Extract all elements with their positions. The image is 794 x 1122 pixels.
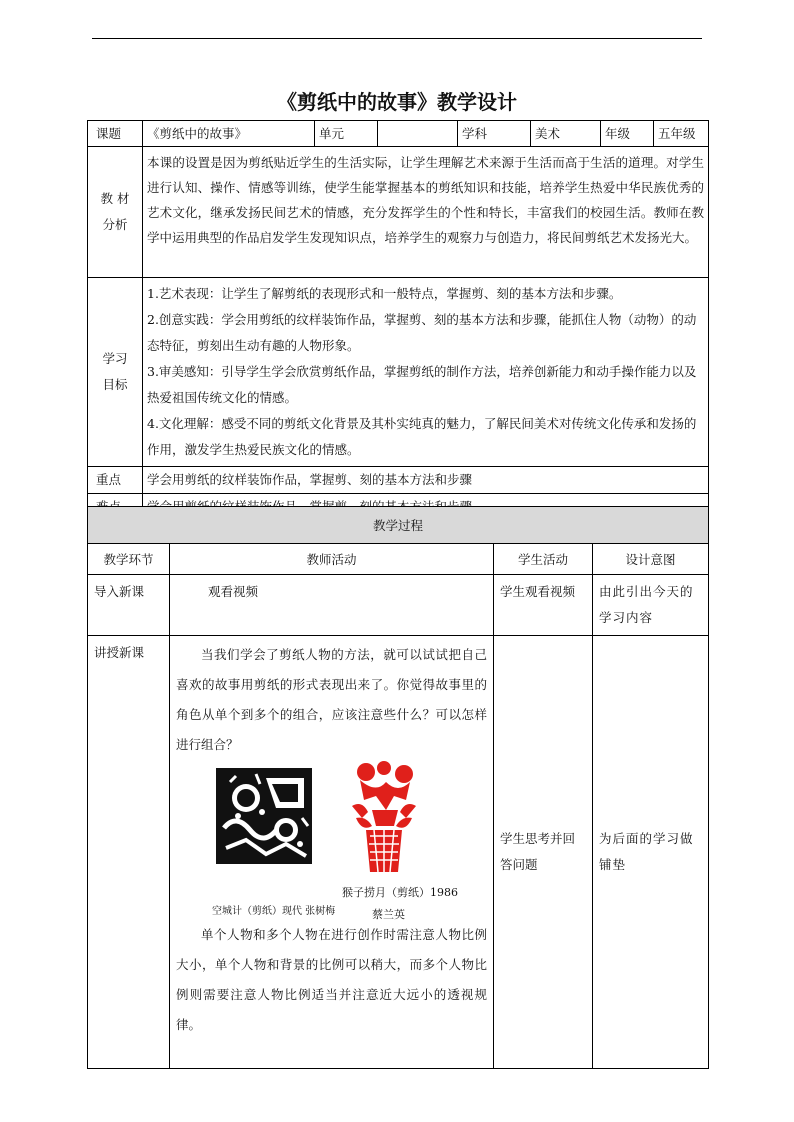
- caption-monkeys-moon-artist: 蔡兰英: [372, 908, 405, 921]
- info-header-row: [88, 121, 709, 147]
- key-point-label: 重点: [88, 467, 143, 494]
- unit-value: [378, 121, 458, 147]
- lecture-paragraph-2: 单个人物和多个人物在进行创作时需注意人物比例大小，单个人物和背景的比例可以稍大，而多个人物比例则需要注意人物比例适当并注意近大远小的透视规律。: [176, 927, 487, 1032]
- subject-label: 学科: [458, 121, 531, 147]
- col-header-intent: 设计意图: [593, 544, 709, 575]
- papercut-empty-fort-image: [216, 768, 312, 864]
- topic-value: 《剪纸中的故事》: [143, 121, 315, 147]
- subject-value: 美术: [531, 121, 601, 147]
- caption-monkeys-moon: 猴子捞月（剪纸）1986: [342, 886, 458, 899]
- unit-label: 单元: [315, 121, 378, 147]
- goal-item: 4.文化理解：感受不同的剪纸文化背景及其朴实纯真的魅力，了解民间美术对传统文化传承和发扬的作用，激发学生热爱民族文化的情感。: [147, 416, 697, 457]
- analysis-label: 教 材 分析: [88, 147, 143, 278]
- process-band-row: [88, 507, 709, 544]
- analysis-row: [88, 147, 709, 278]
- intro-teacher: 观看视频: [170, 575, 494, 636]
- goal-item: 2.创意实践：学会用剪纸的纹样装饰作品，掌握剪、刻的基本方法和步骤，能抓住人物（动物）的动态特征，剪刻出生动有趣的人物形象。: [147, 312, 697, 353]
- grade-label: 年级: [601, 121, 654, 147]
- caption-empty-fort: 空城计（剪纸）现代 张树梅: [212, 906, 336, 917]
- goal-item: 3.审美感知：引导学生学会欣赏剪纸作品，掌握剪纸的制作方法，培养创新能力和动手操作能力以及热爱祖国传统文化的情感。: [147, 364, 697, 405]
- lecture-stage: 讲授新课: [88, 636, 170, 1069]
- analysis-text: 本课的设置是因为剪纸贴近学生的生活实际，让学生理解艺术来源于生活而高于生活的道理。对学生进行认知、操作、情感等训练，使学生能掌握基本的剪纸知识和技能，培养学生热爱中华民族优秀的艺术文化，继承发扬民间艺术的情感，充分发挥学生的个性和特长，丰富我们的校园生活。教师在教学中运用典型的作品启发学生发现知识点，培养学生的观察力与创造力，将民间剪纸艺术发扬光大。: [143, 147, 709, 278]
- intro-student: 学生观看视频: [494, 575, 593, 636]
- lecture-row: [88, 636, 709, 1069]
- goals-label: 学习 目标: [88, 278, 143, 467]
- document-title: 《剪纸中的故事》教学设计: [277, 90, 517, 114]
- header-rule: [92, 38, 702, 39]
- lecture-intent: 为后面的学习做铺垫: [593, 636, 709, 1069]
- topic-label: 课题: [88, 121, 143, 147]
- lecture-student: 学生思考并回答问题: [494, 636, 593, 1069]
- intro-stage: 导入新课: [88, 575, 170, 636]
- intro-row: [88, 575, 709, 636]
- process-header-row: [88, 544, 709, 575]
- key-point-row: [88, 467, 709, 494]
- intro-intent: 由此引出今天的学习内容: [593, 575, 709, 636]
- lecture-teacher: [170, 636, 494, 1069]
- goals-list: [143, 278, 709, 467]
- grade-value: 五年级: [654, 121, 709, 147]
- process-band-title: 教学过程: [88, 507, 709, 544]
- col-header-stage: 教学环节: [88, 544, 170, 575]
- process-table: [87, 506, 709, 1069]
- info-table: [87, 120, 709, 521]
- goal-item: 1.艺术表现：让学生了解剪纸的表现形式和一般特点，掌握剪、刻的基本方法和步骤。: [147, 286, 622, 301]
- artwork-row: [176, 760, 487, 920]
- goals-row: [88, 278, 709, 467]
- col-header-teacher: 教师活动: [170, 544, 494, 575]
- key-point-text: 学会用剪纸的纹样装饰作品，掌握剪、刻的基本方法和步骤: [143, 467, 709, 494]
- lecture-paragraph-1: 当我们学会了剪纸人物的方法，就可以试试把自己喜欢的故事用剪纸的形式表现出来了。你觉得故事里的角色从单个到多个的组合，应该注意些什么？可以怎样进行组合？: [176, 647, 487, 752]
- col-header-student: 学生活动: [494, 544, 593, 575]
- papercut-monkeys-moon-image: [346, 760, 422, 878]
